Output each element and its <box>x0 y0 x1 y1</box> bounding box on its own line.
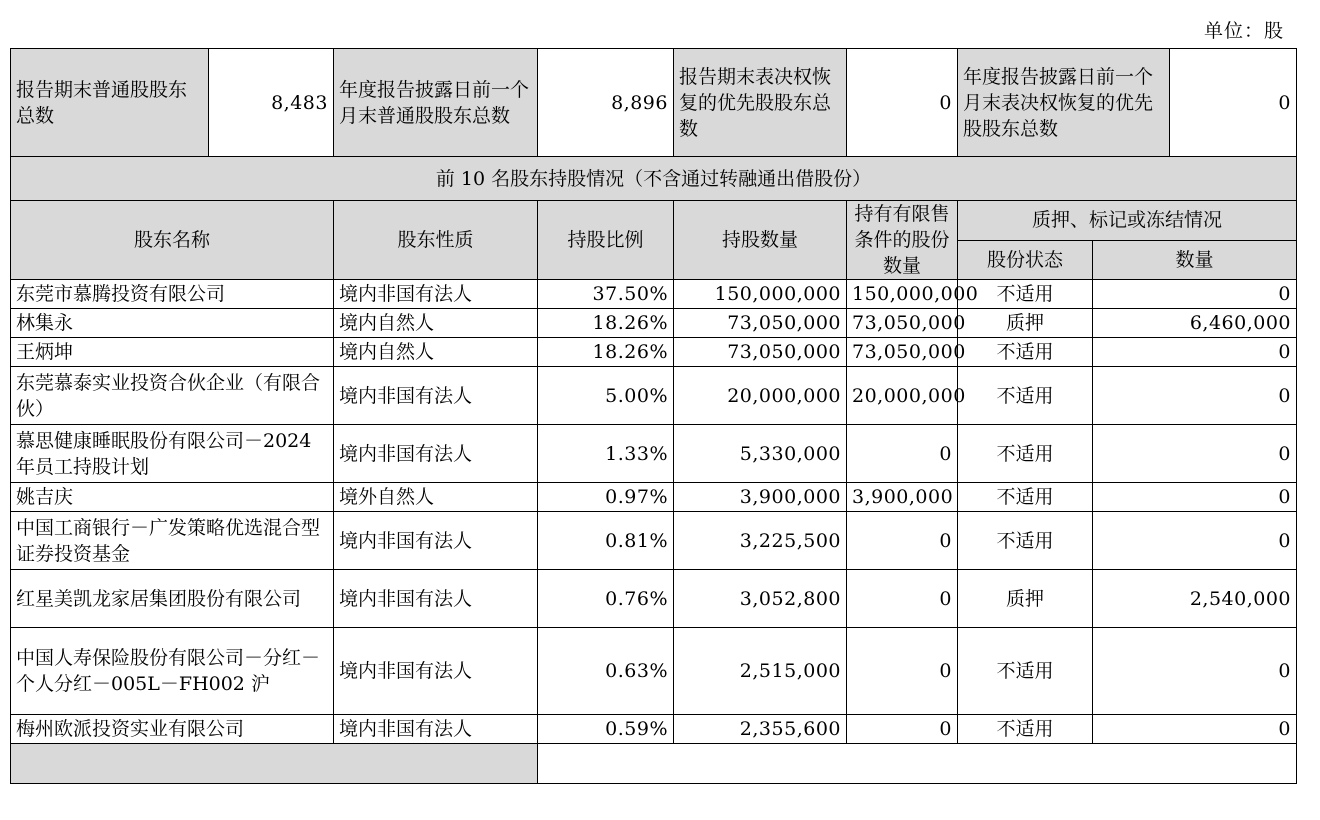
restricted-quantity: 3,900,000 <box>847 483 958 512</box>
shareholder-name: 红星美凯龙家居集团股份有限公司 <box>11 570 334 628</box>
header-restricted: 持有有限售条件的股份数量 <box>847 201 958 280</box>
pledge-status: 不适用 <box>958 425 1093 483</box>
restricted-quantity: 0 <box>847 512 958 570</box>
pledge-quantity: 0 <box>1093 425 1297 483</box>
pledge-status: 不适用 <box>958 483 1093 512</box>
shareholder-table <box>10 48 1297 784</box>
header-pledge-status: 股份状态 <box>958 240 1093 280</box>
restricted-quantity: 0 <box>847 570 958 628</box>
holding-ratio: 18.26% <box>538 309 674 338</box>
summary-value-4: 0 <box>1170 49 1297 157</box>
table-row <box>11 483 1297 512</box>
holding-quantity: 73,050,000 <box>674 309 847 338</box>
table-row <box>11 309 1297 338</box>
pledge-status: 质押 <box>958 309 1093 338</box>
summary-value-1: 8,483 <box>209 49 334 157</box>
unit-label: 单位：股 <box>1203 20 1284 42</box>
shareholder-name: 东莞慕泰实业投资合伙企业（有限合伙） <box>11 367 334 425</box>
restricted-quantity: 73,050,000 <box>847 309 958 338</box>
holding-quantity: 3,052,800 <box>674 570 847 628</box>
shareholder-name: 梅州欧派投资实业有限公司 <box>11 715 334 744</box>
holding-ratio: 5.00% <box>538 367 674 425</box>
pledge-status: 不适用 <box>958 628 1093 715</box>
holding-quantity: 2,515,000 <box>674 628 847 715</box>
table-row <box>11 280 1297 309</box>
restricted-quantity: 73,050,000 <box>847 338 958 367</box>
shareholder-nature: 境内非国有法人 <box>334 715 538 744</box>
table-row <box>11 512 1297 570</box>
pledge-status: 不适用 <box>958 367 1093 425</box>
holding-ratio: 0.63% <box>538 628 674 715</box>
shareholder-name: 姚吉庆 <box>11 483 334 512</box>
pledge-quantity: 0 <box>1093 483 1297 512</box>
header-nature: 股东性质 <box>334 201 538 280</box>
holding-ratio: 18.26% <box>538 338 674 367</box>
shareholder-nature: 境内自然人 <box>334 338 538 367</box>
pledge-status: 不适用 <box>958 338 1093 367</box>
shareholder-nature: 境外自然人 <box>334 483 538 512</box>
holding-ratio: 0.81% <box>538 512 674 570</box>
restricted-quantity: 0 <box>847 715 958 744</box>
pledge-quantity: 0 <box>1093 280 1297 309</box>
shareholder-name: 林集永 <box>11 309 334 338</box>
shareholder-nature: 境内非国有法人 <box>334 425 538 483</box>
summary-value-3: 0 <box>847 49 958 157</box>
pledge-quantity: 0 <box>1093 628 1297 715</box>
header-ratio: 持股比例 <box>538 201 674 280</box>
header-pledge-qty: 数量 <box>1093 240 1297 280</box>
holding-ratio: 0.76% <box>538 570 674 628</box>
holding-quantity: 20,000,000 <box>674 367 847 425</box>
section-title-row <box>11 157 1297 201</box>
summary-label-1: 报告期末普通股股东总数 <box>11 49 209 157</box>
holding-ratio: 0.97% <box>538 483 674 512</box>
header-quantity: 持股数量 <box>674 201 847 280</box>
holding-ratio: 37.50% <box>538 280 674 309</box>
table-row <box>11 338 1297 367</box>
summary-label-4: 年度报告披露日前一个月末表决权恢复的优先股股东总数 <box>958 49 1170 157</box>
section-title: 前 10 名股东持股情况（不含通过转融通出借股份） <box>11 157 1297 201</box>
table-row <box>11 367 1297 425</box>
pledge-status: 质押 <box>958 570 1093 628</box>
header-pledge-group: 质押、标记或冻结情况 <box>958 201 1297 241</box>
holding-quantity: 2,355,600 <box>674 715 847 744</box>
shareholder-name: 慕思健康睡眠股份有限公司－2024 年员工持股计划 <box>11 425 334 483</box>
restricted-quantity: 0 <box>847 425 958 483</box>
shareholder-nature: 境内非国有法人 <box>334 512 538 570</box>
summary-value-2: 8,896 <box>538 49 674 157</box>
pledge-status: 不适用 <box>958 280 1093 309</box>
pledge-quantity: 0 <box>1093 512 1297 570</box>
shareholder-nature: 境内非国有法人 <box>334 570 538 628</box>
holding-ratio: 1.33% <box>538 425 674 483</box>
holding-quantity: 3,225,500 <box>674 512 847 570</box>
pledge-quantity: 0 <box>1093 715 1297 744</box>
summary-label-3: 报告期末表决权恢复的优先股股东总数 <box>674 49 847 157</box>
pledge-quantity: 0 <box>1093 338 1297 367</box>
table-row-partial <box>11 744 1297 784</box>
shareholder-name: 王炳坤 <box>11 338 334 367</box>
restricted-quantity: 0 <box>847 628 958 715</box>
partial-row-value <box>538 744 1297 784</box>
table-row <box>11 570 1297 628</box>
table-row <box>11 628 1297 715</box>
pledge-quantity: 0 <box>1093 367 1297 425</box>
table-row <box>11 715 1297 744</box>
shareholder-name: 中国工商银行－广发策略优选混合型证券投资基金 <box>11 512 334 570</box>
pledge-status: 不适用 <box>958 512 1093 570</box>
restricted-quantity: 20,000,000 <box>847 367 958 425</box>
header-row-1 <box>11 201 1297 241</box>
holding-quantity: 150,000,000 <box>674 280 847 309</box>
pledge-status: 不适用 <box>958 715 1093 744</box>
pledge-quantity: 6,460,000 <box>1093 309 1297 338</box>
holding-quantity: 73,050,000 <box>674 338 847 367</box>
summary-label-2: 年度报告披露日前一个月末普通股股东总数 <box>334 49 538 157</box>
shareholder-nature: 境内非国有法人 <box>334 367 538 425</box>
table-row <box>11 425 1297 483</box>
pledge-quantity: 2,540,000 <box>1093 570 1297 628</box>
holding-quantity: 3,900,000 <box>674 483 847 512</box>
summary-row <box>11 49 1297 157</box>
shareholder-nature: 境内自然人 <box>334 309 538 338</box>
holding-quantity: 5,330,000 <box>674 425 847 483</box>
shareholder-name: 东莞市慕腾投资有限公司 <box>11 280 334 309</box>
shareholder-nature: 境内非国有法人 <box>334 280 538 309</box>
restricted-quantity: 150,000,000 <box>847 280 958 309</box>
holding-ratio: 0.59% <box>538 715 674 744</box>
partial-row-label <box>11 744 538 784</box>
shareholder-name: 中国人寿保险股份有限公司－分红－个人分红－005L－FH002 沪 <box>11 628 334 715</box>
header-name: 股东名称 <box>11 201 334 280</box>
shareholder-nature: 境内非国有法人 <box>334 628 538 715</box>
